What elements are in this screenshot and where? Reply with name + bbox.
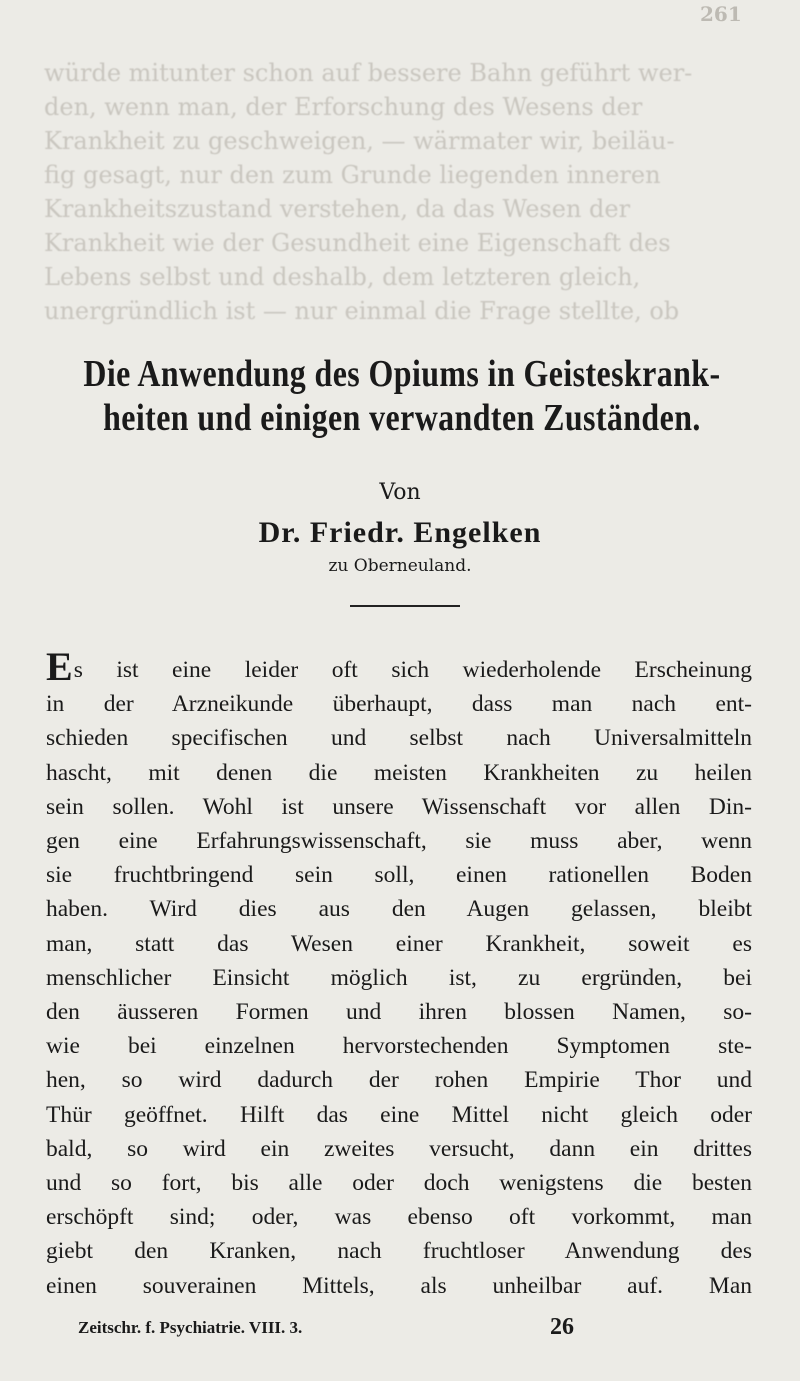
title-divider [350, 605, 460, 607]
body-line [46, 644, 752, 689]
body-line: und so fort, bis alle oder doch wenigstens die besten [46, 1170, 752, 1197]
article-title [42, 352, 762, 440]
body-line: gen eine Erfahrungswissenschaft, sie muss aber, wenn [46, 828, 752, 855]
bleed-through-text [44, 56, 756, 328]
author-name: Dr. Friedr. Engelken [258, 516, 542, 549]
title-line: heiten und einigen verwandten Zuständen. [103, 397, 701, 439]
body-line: haben. Wird dies aus den Augen gelassen, bleibt [46, 896, 752, 923]
journal-reference: Zeitschr. f. Psychiatrie. VIII. 3. [78, 1318, 303, 1337]
ghost-line: Lebens selbst und deshalb, dem letzteren gleich, [44, 263, 641, 291]
title-line: Die Anwendung des Opiums in Geisteskrank- [83, 353, 721, 395]
byline-von: Von [379, 480, 421, 505]
body-line: Thür geöffnet. Hilft das eine Mittel nicht gleich oder [46, 1101, 752, 1128]
ghost-line: fig gesagt, nur den zum Grunde liegenden inneren [44, 161, 661, 189]
body-line: hascht, mit denen die meisten Krankheiten zu heilen [46, 759, 752, 786]
body-line: menschlicher Einsicht möglich ist, zu ergründen, bei [46, 964, 752, 991]
body-line: bald, so wird ein zweites versucht, dann ein drittes [46, 1135, 752, 1162]
body-line-text: s ist eine leider oft sich wiederholende Erscheinung [73, 657, 752, 683]
body-line: sie fruchtbringend sein soll, einen rationellen Boden [46, 862, 752, 889]
body-line: schieden specifischen und selbst nach Universalmitteln [46, 725, 752, 752]
body-line: giebt den Kranken, nach fruchtloser Anwendung des [46, 1238, 752, 1265]
body-line: in der Arzneikunde überhaupt, dass man nach ent- [46, 691, 752, 718]
body-line: man, statt das Wesen einer Krankheit, soweit es [46, 930, 752, 957]
page-footer [78, 1314, 778, 1340]
running-head-number: 261 [700, 2, 742, 26]
article-body [46, 644, 752, 1303]
body-line: einen souverainen Mittels, als unheilbar auf. Man [46, 1272, 752, 1299]
author-location: zu Oberneuland. [328, 556, 472, 576]
body-line: wie bei einzelnen hervorstechenden Symptomen ste- [46, 1033, 752, 1060]
drop-cap: E [46, 644, 73, 689]
body-line: sein sollen. Wohl ist unsere Wissenschaft vor allen Din- [46, 793, 752, 820]
ghost-line: unergründlich ist — nur einmal die Frage stellte, ob [44, 297, 680, 325]
ghost-line: den, wenn man, der Erforschung des Wesens der [44, 93, 643, 121]
signature-number: 26 [550, 1314, 574, 1340]
ghost-line: würde mitunter schon auf bessere Bahn geführt wer- [44, 59, 693, 87]
ghost-line: Krankheitszustand verstehen, da das Wesen der [44, 195, 631, 223]
body-line: hen, so wird dadurch der rohen Empirie Thor und [46, 1067, 752, 1094]
body-line: erschöpft sind; oder, was ebenso oft vorkommt, man [46, 1204, 752, 1231]
ghost-line: Krankheit zu geschweigen, — wärmater wir, beiläu- [44, 127, 675, 155]
ghost-line: Krankheit wie der Gesundheit eine Eigenschaft des [44, 229, 671, 257]
body-line: den äusseren Formen und ihren blossen Namen, so- [46, 999, 752, 1026]
